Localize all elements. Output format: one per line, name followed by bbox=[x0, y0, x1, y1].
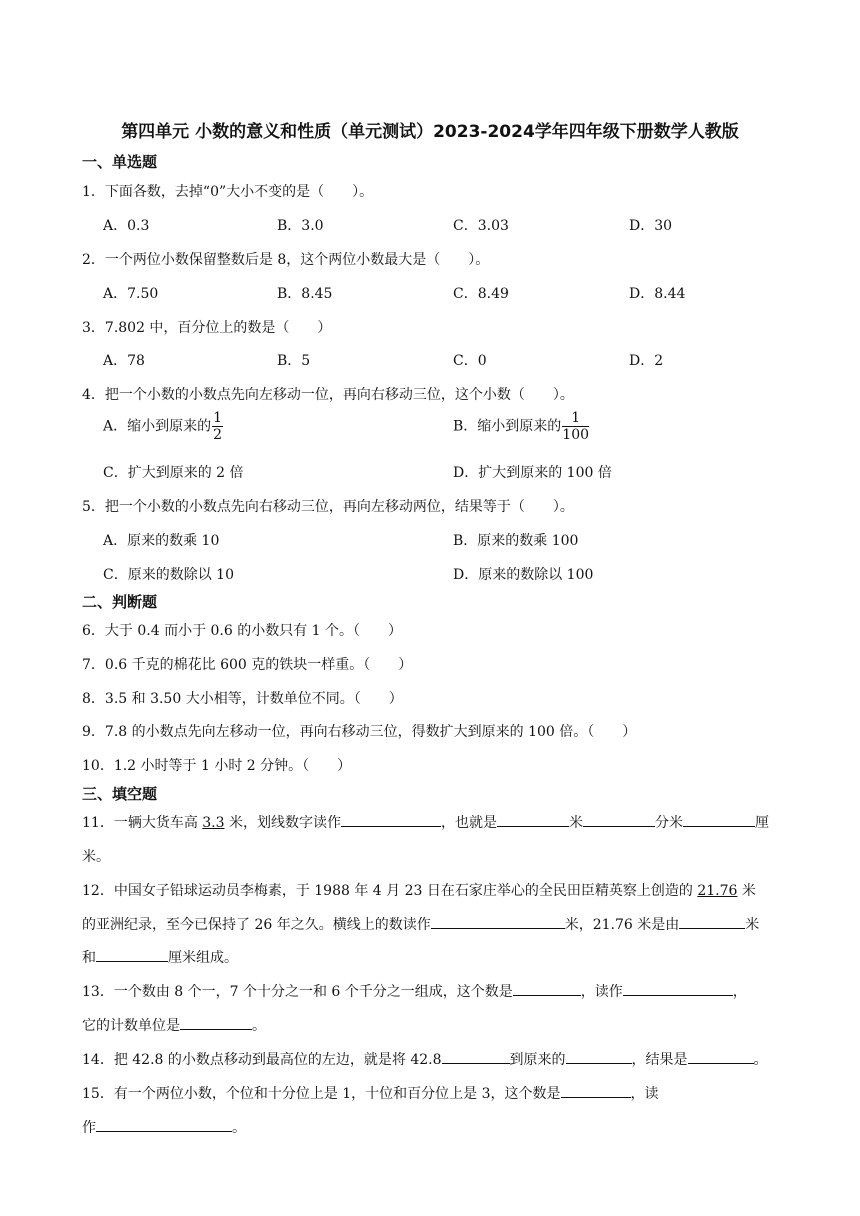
q11-text: 厘 bbox=[754, 815, 769, 831]
question-9: 9．7.8 的小数点先向左移动一位，再向右移动三位，得数扩大到原来的 100 倍。（ ） bbox=[82, 724, 637, 740]
q12-text: 米 bbox=[737, 883, 756, 899]
q13-text: 。 bbox=[252, 1018, 266, 1034]
q13-text: ， bbox=[732, 984, 747, 1000]
q13-text: 它的计数单位是 bbox=[82, 1018, 180, 1034]
q14-text: 14．把 42.8 的小数点移动到最高位的左边，就是将 42.8 bbox=[82, 1052, 442, 1068]
question-14 bbox=[82, 1049, 768, 1069]
q1-option-a: A．0.3 bbox=[103, 218, 150, 234]
q11-text: 分米 bbox=[654, 815, 683, 831]
section-heading-fill-in: 三、填空题 bbox=[82, 785, 158, 803]
q12-text: 米，21.76 米是由 bbox=[564, 917, 680, 933]
q4-option-a bbox=[103, 410, 223, 443]
q5-option-c: C．原来的数除以 10 bbox=[103, 567, 234, 583]
q2-option-d: D．8.44 bbox=[629, 286, 686, 302]
section-heading-single-choice: 一、单选题 bbox=[82, 153, 158, 171]
q14-blank-1[interactable] bbox=[442, 1049, 510, 1064]
q14-text: 。 bbox=[753, 1052, 768, 1068]
q15-blank-1[interactable] bbox=[561, 1083, 631, 1098]
q3-option-a: A．78 bbox=[103, 353, 145, 369]
fraction-denominator: 100 bbox=[562, 427, 590, 443]
q3-option-d: D．2 bbox=[629, 353, 664, 369]
question-1: 1．下面各数，去掉“0”大小不变的是（ ）。 bbox=[82, 184, 374, 200]
question-13-line-1 bbox=[82, 981, 747, 1001]
question-3: 3．7.802 中，百分位上的数是（ ） bbox=[82, 320, 332, 336]
question-2: 2．一个两位小数保留整数后是 8，这个两位小数最大是（ ）。 bbox=[82, 252, 490, 268]
q11-underlined-number: 3.3 bbox=[202, 815, 225, 831]
q11-blank-4[interactable] bbox=[683, 812, 755, 827]
question-7: 7．0.6 千克的棉花比 600 克的铁块一样重。（ ） bbox=[82, 657, 413, 673]
q11-blank-2[interactable] bbox=[497, 812, 569, 827]
q2-option-c: C．8.49 bbox=[453, 286, 509, 302]
fraction-numerator: 1 bbox=[213, 410, 223, 426]
question-12-line-1 bbox=[82, 880, 756, 900]
q4-option-d: D．扩大到原来的 100 倍 bbox=[453, 465, 612, 481]
q13-text: 13．一个数由 8 个一，7 个十分之一和 6 个千分之一组成，这个数是 bbox=[82, 984, 513, 1000]
q15-blank-2[interactable] bbox=[96, 1117, 232, 1132]
q4-option-b bbox=[453, 410, 589, 443]
q1-option-d: D．30 bbox=[629, 218, 673, 234]
q2-option-a: A．7.50 bbox=[103, 286, 159, 302]
q4-option-b-label: B．缩小到原来的 bbox=[453, 418, 562, 435]
q11-text: ，也就是 bbox=[440, 815, 497, 831]
q12-text: 米 bbox=[745, 917, 760, 933]
q12-blank-3[interactable] bbox=[96, 947, 168, 962]
question-8: 8．3.5 和 3.50 大小相等，计数单位不同。（ ） bbox=[82, 691, 403, 707]
section-heading-true-false: 二、判断题 bbox=[82, 593, 158, 611]
question-12-line-2 bbox=[82, 914, 759, 934]
question-5: 5．把一个小数的小数点先向右移动三位，再向左移动两位，结果等于（ ）。 bbox=[82, 499, 574, 515]
fraction-numerator: 1 bbox=[562, 410, 589, 427]
q15-text: 15．有一个两位小数，个位和十分位上是 1，十位和百分位上是 3，这个数是 bbox=[82, 1086, 561, 1102]
q14-blank-3[interactable] bbox=[688, 1049, 754, 1064]
q11-text: 米 bbox=[568, 815, 583, 831]
q12-text: 的亚洲纪录，至今已保持了 26 年之久。横线上的数读作 bbox=[82, 917, 431, 933]
q15-text: 。 bbox=[232, 1120, 246, 1136]
q11-text: 米，划线数字读作 bbox=[224, 815, 341, 831]
q4-option-c: C．扩大到原来的 2 倍 bbox=[103, 465, 244, 481]
q12-blank-1[interactable] bbox=[431, 914, 565, 929]
q13-text: ，读作 bbox=[580, 984, 623, 1000]
q14-text: 到原来的 bbox=[509, 1052, 566, 1068]
q15-text: 作 bbox=[82, 1120, 96, 1136]
q12-text: 厘米组成。 bbox=[168, 950, 238, 966]
q13-blank-1[interactable] bbox=[513, 981, 581, 996]
q4-option-a-label: A．缩小到原来的 bbox=[103, 418, 212, 435]
q14-text: ，结果是 bbox=[631, 1052, 688, 1068]
q3-option-c: C．0 bbox=[453, 353, 487, 369]
q14-blank-2[interactable] bbox=[566, 1049, 632, 1064]
document-title: 第四单元 小数的意义和性质（单元测试）2023-2024学年四年级下册数学人教版 bbox=[121, 122, 739, 142]
q5-option-a: A．原来的数乘 10 bbox=[103, 533, 220, 549]
q13-blank-3[interactable] bbox=[180, 1015, 252, 1030]
q15-text: ，读 bbox=[630, 1086, 659, 1102]
question-11-line-1 bbox=[82, 812, 769, 832]
q12-blank-2[interactable] bbox=[679, 914, 745, 929]
q3-option-b: B．5 bbox=[277, 353, 311, 369]
fraction-one-half bbox=[212, 410, 223, 443]
q1-option-b: B．3.0 bbox=[277, 218, 324, 234]
q11-text: 11．一辆大货车高 bbox=[82, 815, 203, 831]
q13-blank-2[interactable] bbox=[623, 981, 733, 996]
question-15-line-2 bbox=[82, 1117, 246, 1137]
fraction-one-hundredth bbox=[562, 410, 589, 443]
fraction-denominator: 2 bbox=[213, 427, 223, 443]
q12-text: 12．中国女子铅球运动员李梅素，于 1988 年 4 月 23 日在石家庄举心的全民田臣精英察上创造的 bbox=[82, 883, 698, 899]
question-15-line-1 bbox=[82, 1083, 659, 1103]
question-6: 6．大于 0.4 而小于 0.6 的小数只有 1 个。（ ） bbox=[82, 623, 403, 639]
q2-option-b: B．8.45 bbox=[277, 286, 333, 302]
q5-option-b: B．原来的数乘 100 bbox=[453, 533, 579, 549]
q1-option-c: C．3.03 bbox=[453, 218, 509, 234]
q5-option-d: D．原来的数除以 100 bbox=[453, 567, 594, 583]
q12-text: 和 bbox=[82, 950, 96, 966]
question-13-line-2 bbox=[82, 1015, 266, 1035]
q11-blank-1[interactable] bbox=[341, 812, 441, 827]
question-4: 4．把一个小数的小数点先向左移动一位，再向右移动三位，这个小数（ ）。 bbox=[82, 387, 574, 403]
question-12-line-3 bbox=[82, 947, 238, 967]
q12-underlined-number: 21.76 bbox=[697, 883, 738, 899]
q11-blank-3[interactable] bbox=[583, 812, 655, 827]
question-11-line-2: 米。 bbox=[82, 849, 110, 865]
question-10: 10．1.2 小时等于 1 小时 2 分钟。（ ） bbox=[82, 758, 352, 774]
